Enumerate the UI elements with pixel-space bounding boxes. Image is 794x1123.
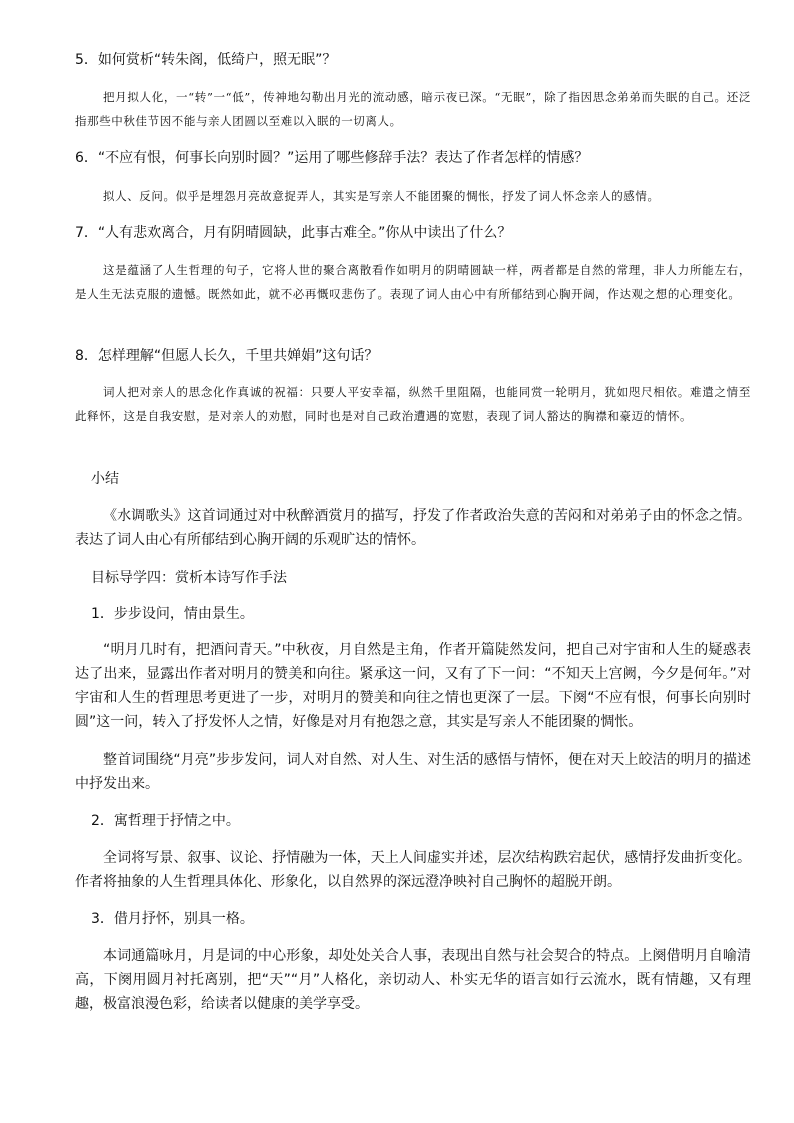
point2-title: 2．寓哲理于抒情之中。 [91, 813, 240, 829]
question-5: 5．如何赏析“转朱阁，低绮户，照无眠”？ [75, 52, 337, 68]
goal4-title: 目标导学四：赏析本诗写作手法 [91, 570, 287, 586]
question-6: 6．“不应有恨，何事长向别时圆？”运用了哪些修辞手法？表达了作者怎样的情感？ [75, 150, 589, 166]
summary-text: 《水调歌头》这首词通过对中秋醉酒赏月的描写，抒发了作者政治失意的苦闷和对弟弟子由的怀念之情。表达了词人由心有所郁结到心胸开阔的乐观旷达的情怀。 [75, 508, 751, 548]
point1-para2: 整首词围绕“月亮”步步发问，词人对自然、对人生、对生活的感悟与情怀，便在对天上皎洁的明月的描述中抒发出来。 [75, 752, 751, 792]
point3-title: 3．借月抒怀，别具一格。 [91, 911, 254, 927]
answer-8: 词人把对亲人的思念化作真诚的祝福：只要人平安幸福，纵然千里阻隔，也能同赏一轮明月，犹如咫尺相依。难遣之情至此释怀，这是自我安慰，是对亲人的劝慰，同时也是对自己政治遭遇的宽慰，表现了词人豁达的胸襟和豪迈的情怀。 [75, 385, 751, 423]
summary-title: 小结 [91, 471, 119, 487]
point2-para: 全词将写景、叙事、议论、抒情融为一体，天上人间虚实并述，层次结构跌宕起伏，感情抒发曲折变化。作者将抽象的人生哲理具体化、形象化，以自然界的深远澄净映衬自己胸怀的超脱开朗。 [75, 850, 751, 890]
answer-7: 这是蕴涵了人生哲理的句子，它将人世的聚合离散看作如明月的阴晴圆缺一样，两者都是自然的常理，非人力所能左右，是人生无法克服的遗憾。既然如此，就不必再慨叹悲伤了。表现了词人由心中有所郁结到心胸开阔，作达观之想的心理变化。 [75, 263, 751, 301]
point1-title: 1．步步设问，情由景生。 [91, 606, 254, 622]
question-7: 7．“人有悲欢离合，月有阴晴圆缺，此事古难全。”你从中读出了什么？ [75, 225, 512, 241]
point3-para: 本词通篇咏月，月是词的中心形象，却处处关合人事，表现出自然与社会契合的特点。上阕借明月自喻清高，下阕用圆月衬托离别，把“天”“月”人格化，亲切动人、朴实无华的语言如行云流水，既有情趣，又有理趣，极富浪漫色彩，给读者以健康的美学享受。 [75, 948, 751, 1012]
question-8: 8．怎样理解“但愿人长久，千里共婵娟”这句话？ [75, 348, 379, 364]
answer-5: 把月拟人化，一“转”一“低”，传神地勾勒出月光的流动感，暗示夜已深。“无眠”，除了指因思念弟弟而失眠的自己。还泛指那些中秋佳节因不能与亲人团圆以至难以入眠的一切离人。 [75, 90, 751, 128]
point1-para1: “明月几时有，把酒问青天。”中秋夜，月自然是主角，作者开篇陡然发问，把自己对宇宙和人生的疑惑表达了出来，显露出作者对明月的赞美和向往。紧承这一问，又有了下一问：“不知天上宫阙，今夕是何年。”对宇宙和人生的哲理思考更进了一步，对明月的赞美和向往之情也更深了一层。下阕“不应有恨，何事长向别时圆”这一问，转入了抒发怀人之情，好像是对月有抱怨之意，其实是写亲人不能团聚的惆怅。 [75, 642, 751, 730]
answer-6: 拟人、反问。似乎是埋怨月亮故意捉弄人，其实是写亲人不能团聚的惆怅，抒发了词人怀念亲人的感情。 [103, 189, 660, 203]
